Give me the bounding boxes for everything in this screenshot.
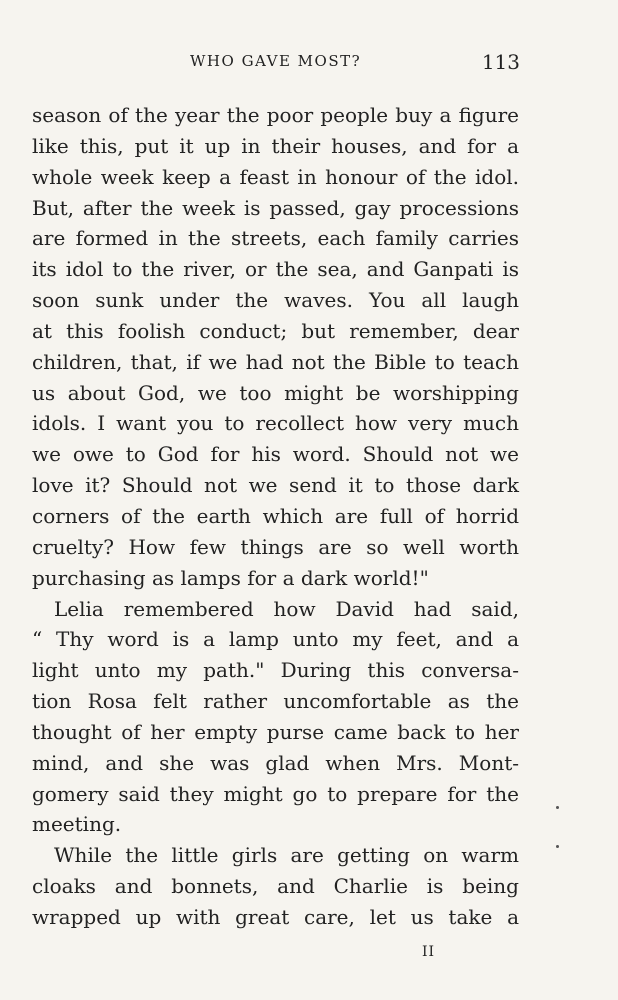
- text-line: tion Rosa felt rather uncomfortable as the: [32, 689, 519, 714]
- text-line: love it? Should not we send it to those dark: [32, 473, 519, 498]
- text-line: light unto my path." During this conversa-: [32, 658, 519, 683]
- running-title: WHO GAVE MOST?: [190, 52, 362, 70]
- text-line: mind, and she was glad when Mrs. Mont-: [32, 750, 519, 775]
- text-line: soon sunk under the waves. You all laugh: [32, 288, 519, 313]
- text-line: Lelia remembered how David had said,: [54, 596, 519, 621]
- text-line: at this foolish conduct; but remember, dear: [32, 318, 519, 343]
- paper-speck: [556, 806, 559, 809]
- text-line: “ Thy word is a lamp unto my feet, and a: [32, 627, 519, 652]
- body-text: [32, 100, 519, 933]
- text-line: cruelty? How few things are so well worth: [32, 534, 519, 559]
- text-line: thought of her empty purse came back to her: [32, 719, 519, 744]
- text-line: But, after the week is passed, gay processions: [32, 195, 519, 220]
- text-line: meeting.: [32, 812, 122, 837]
- text-line: corners of the earth which are full of horrid: [32, 503, 519, 528]
- text-line: we owe to God for his word. Should not we: [32, 442, 519, 467]
- text-line: While the little girls are getting on warm: [54, 843, 519, 868]
- text-line: season of the year the poor people buy a figure: [32, 103, 519, 127]
- text-line: wrapped up with great care, let us take a: [32, 904, 519, 929]
- page-number: 113: [481, 50, 520, 74]
- text-line: cloaks and bonnets, and Charlie is being: [32, 874, 519, 899]
- signature-mark: II: [422, 944, 436, 960]
- text-line: children, that, if we had not the Bible to teach: [32, 349, 519, 374]
- text-line: its idol to the river, or the sea, and Ganpati is: [32, 257, 519, 282]
- text-line: like this, put it up in their houses, and for a: [32, 133, 519, 158]
- running-head: [30, 52, 520, 78]
- text-line: whole week keep a feast in honour of the idol.: [32, 164, 519, 189]
- text-line: idols. I want you to recollect how very much: [32, 411, 519, 436]
- text-line: purchasing as lamps for a dark world!": [32, 565, 429, 590]
- text-line: gomery said they might go to prepare for the: [32, 781, 519, 806]
- paper-speck: [556, 845, 559, 848]
- text-line: us about God, we too might be worshipping: [32, 380, 519, 405]
- text-line: are formed in the streets, each family carries: [32, 226, 519, 251]
